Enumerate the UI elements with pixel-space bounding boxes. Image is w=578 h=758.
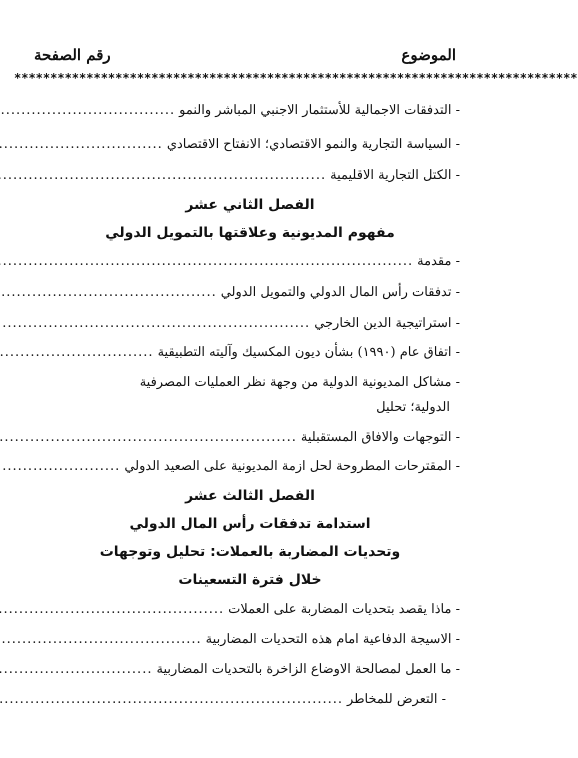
topic-header: الموضوع xyxy=(401,46,456,64)
chapter-heading: الفصل الثاني عشر xyxy=(185,197,315,213)
toc-entry-text: - المقترحات المطروحة لحل ازمة المديونية على الصعيد الدولي xyxy=(124,459,460,474)
toc-entry-text: - ماذا يقصد بتحديات المضاربة على العملات xyxy=(228,602,460,617)
toc-entry-text: - استراتيجية الدين الخارجي xyxy=(314,316,460,331)
separator-line: ****************************************************************************** xyxy=(14,71,578,85)
leader-dots xyxy=(0,168,326,183)
toc-entry xyxy=(22,662,460,684)
toc-entry-text: - ما العمل لمصالحة الاوضاع الزاخرة بالتحديات المضاربية xyxy=(156,662,460,677)
toc-entry-text: - الكتل التجارية الاقليمية xyxy=(330,168,460,183)
toc-entry xyxy=(22,692,460,714)
toc-entry xyxy=(22,316,460,338)
toc-entry xyxy=(22,168,460,190)
page-number-header: رقم الصفحة xyxy=(34,46,111,64)
leader-dots xyxy=(0,692,343,707)
toc-entry-text: - التدفقات الاجمالية للأستثمار الاجنبي المباشر والنمو xyxy=(179,103,460,118)
leader-dots xyxy=(0,137,163,152)
chapter-title: خلال فترة التسعينات xyxy=(178,572,322,588)
leader-dots xyxy=(0,345,154,360)
toc-entry xyxy=(22,400,460,422)
leader-dots xyxy=(0,285,217,300)
toc-entry-text: - التوجهات والافاق المستقبلية xyxy=(300,430,460,445)
chapter-title: مفهوم المديونية وعلاقتها بالتمويل الدولي xyxy=(105,225,395,241)
toc-entry xyxy=(22,602,460,624)
leader-dots xyxy=(0,103,175,118)
chapter-title: وتحديات المضاربة بالعملات: تحليل وتوجهات xyxy=(99,544,401,560)
toc-entry xyxy=(22,430,460,452)
leader-dots xyxy=(0,632,202,647)
toc-entry-text: - التعرض للمخاطر xyxy=(347,692,446,707)
toc-entry-text: الدولية؛ تحليل xyxy=(376,400,450,415)
leader-dots xyxy=(0,662,152,677)
toc-entry xyxy=(22,137,460,159)
toc-entry xyxy=(22,285,460,307)
chapter-title: استدامة تدفقات رأس المال الدولي xyxy=(129,516,371,532)
toc-entry xyxy=(22,254,460,276)
toc-entry xyxy=(22,103,460,125)
toc-entry-text: - مشاكل المديونية الدولية من وجهة نظر العمليات المصرفية xyxy=(139,375,460,390)
toc-entry xyxy=(22,459,460,481)
chapter-heading: الفصل الثالث عشر xyxy=(185,488,315,504)
leader-dots xyxy=(0,602,224,617)
toc-entry-text: - مقدمة xyxy=(417,254,460,269)
leader-dots xyxy=(0,254,413,269)
leader-dots xyxy=(0,430,297,445)
toc-entry-text: - السياسة التجارية والنمو الاقتصادي؛ الانفتاح الاقتصادي xyxy=(166,137,460,152)
toc-entry xyxy=(22,345,460,367)
toc-entry-text: - تدفقات رأس المال الدولي والتمويل الدولي xyxy=(220,285,460,300)
toc-entry xyxy=(22,632,460,654)
leader-dots xyxy=(0,459,120,474)
toc-entry-text: - الاسيجة الدفاعية امام هذه التحديات المضاربية xyxy=(205,632,460,647)
leader-dots xyxy=(0,316,310,331)
toc-entry-text: - اتفاق عام (١٩٩٠) بشأن ديون المكسيك وآليته التطبيقية xyxy=(157,345,460,360)
